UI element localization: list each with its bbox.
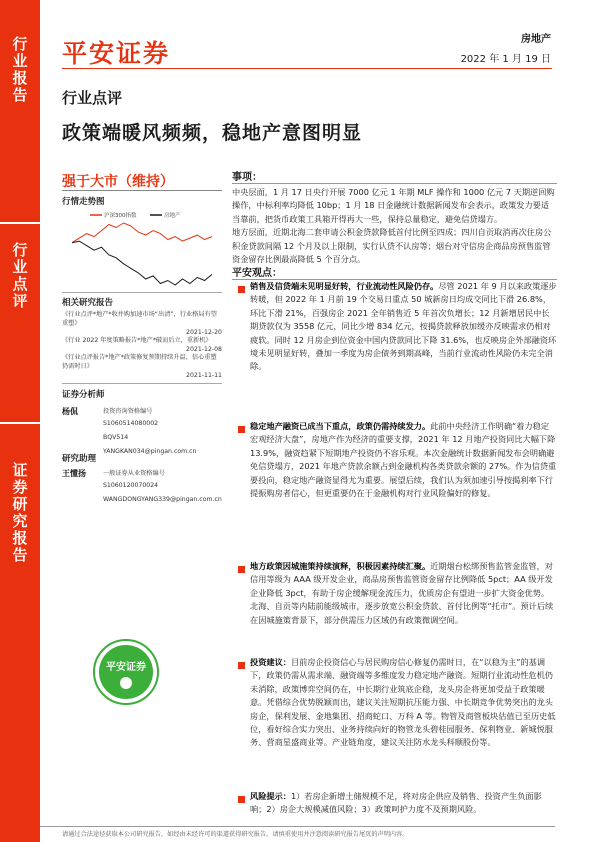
series-line-1 <box>72 241 212 285</box>
sidebar-divider <box>0 422 40 424</box>
view-item <box>250 280 557 374</box>
assistant-name: 王懂扬 <box>62 469 86 478</box>
sidebar-label-securities-research: 证 券 研 究 报 告 <box>12 461 28 564</box>
view-item-heading: 稳定地产融资已成当下重点，政策仍需持续发力。 <box>250 421 431 431</box>
view-item-heading: 投资建议： <box>250 657 291 667</box>
bullet-marker <box>238 426 245 433</box>
section-divider <box>62 292 222 293</box>
view-item-text: 目前房企投资信心与居民购房信心修复仍需时日，在“以稳为主”的基调下，政策仍需从需求端、融资端等多维度发力稳定地产融资。短期行业流动性危机仍未消除，政策博弈空间仍在，中长期行业筑底企稳，龙头房企将更加受益于政策暖意。凭借综合优势脱颖而出，建议关注短期抗压能力强、中长期竞争优势突出的龙头房企，保利发展、金地集团、招商蛇口、万科 A 等。物管及商管板块估值已至历史低位，看好综合实力突出、业务持续向好的物管龙头碧桂园服务、保利物业、新城悦服务、营商星盛商业等。产业链角度，建议关注防水龙头科顺股份等。 <box>250 657 556 748</box>
industry-label: 房地产 <box>521 34 551 45</box>
trend-chart <box>62 207 220 289</box>
section-divider <box>62 383 222 384</box>
sidebar-label-industry-report: 行 业 报 告 <box>12 35 28 104</box>
analyst-name: 杨侃 <box>62 407 78 416</box>
related-report-text: 《行业点评报告*地产*政策修复预期持续升温，信心重塑仍需时日》 <box>62 354 217 370</box>
view-item-heading: 销售及信贷端未见明显好转，行业流动性风险仍存。 <box>250 281 439 291</box>
views-title: 平安观点： <box>232 268 282 279</box>
company-logo: 平安证券 <box>62 39 171 68</box>
report-date: 2022 年 1 月 19 日 <box>460 54 551 65</box>
assistant-block <box>62 468 227 508</box>
assistant-title: 研究助理 <box>62 454 97 464</box>
related-report-item <box>62 336 222 354</box>
trend-chart-title: 行情走势图 <box>62 197 105 207</box>
sidebar-divider <box>0 222 40 224</box>
analysts-title: 证券分析师 <box>62 390 105 400</box>
assistant-info: S1060120070024 <box>103 482 159 489</box>
footer-disclaimer: 请通过合法途径获取本公司研究报告，如经由未经许可的渠道获得研究报告，请慎重使用并注意阅读研究报告尾页的声明内容。 <box>62 831 409 838</box>
sidebar <box>0 0 40 842</box>
view-item-text: 1）若房企新增土储规模不足，将对房企供应及销售、投资产生负面影响；2）房企大规模减值风险；3）政策呵护力度不及预期风险。 <box>250 791 542 815</box>
header-divider <box>62 68 552 69</box>
related-report-date: 2021-12-20 <box>186 329 222 336</box>
assistant-email: WANGDONGYANG339@pingan.com.cn <box>103 496 222 503</box>
related-report-text: 《行业 2022 年度策略报告*地产*破而后立，重新机》 <box>62 337 212 344</box>
view-item-text: 尽管 2021 年 9 月以来政策逐步转暖，但 2022 年 1 月前 19 个交易日重点 50 城新房日均成交同比下滑 26.8%，环比下滑 21%，百强房企 2021 全年销售近 5 年首次负增长；12 月新增居民中长期贷款仅为 3558 亿元，同比少增 834 亿元，按揭贷款释放加缓亦反映需求仍相对疲软。同时 12 月房企到位资金中国内贷款同比下降 31.6%，也反映房企外部融资环境未见明显好转，叠加一季度为房企债务到期高峰，当前行业流动性风险仍未完全消除。 <box>250 281 557 372</box>
related-reports-title: 相关研究报告 <box>62 298 114 308</box>
bullet-marker <box>238 796 245 803</box>
sidebar-label-comment: 行 业 点 评 <box>12 241 28 310</box>
view-item <box>250 790 557 817</box>
view-item-heading: 地方政策因城施策持续演释，积极因素持续汇聚。 <box>250 561 431 571</box>
analyst-email: YANGKAN034@pingan.com.cn <box>103 448 197 455</box>
events-divider <box>232 183 557 184</box>
legend-label-realestate: 房地产 <box>164 213 181 219</box>
footer-divider <box>40 826 555 827</box>
events-title: 事项： <box>232 172 262 183</box>
events-paragraph: 地方层面，近期北海二套申请公积金贷款降低首付比例至四成；四川自贡取消再次住房公积金贷款间隔 12 个月及以上限制，实行认贷不认房等；烟台对守信房企商品房预售监管资金留存比例最高降低 5 个百分点。 <box>232 227 552 265</box>
view-item-text: 近期烟台松绑预售监管金监管，对信用等级为 AAA 级开发企业，商品房预售监管资金留存比例降低 5pct；AA 级开发企业降低 3pct，有助于房企缓解现金流压力，优质房企有望进一步扩大资金优势。北海、自贡等内陆前能级城市，逐步放宽公积金贷款、首付比例等“托市”。预计后续在因城施策背景下，部分供需压力区域仍有政策微调空间。 <box>250 561 554 625</box>
view-item <box>250 560 557 627</box>
page-title: 政策端暖风频频，稳地产意图明显 <box>62 122 363 144</box>
related-report-item <box>62 353 222 380</box>
events-body <box>232 186 557 266</box>
analyst-info: S1060514080002 <box>103 420 159 427</box>
view-item <box>250 420 557 500</box>
view-item-text: 此前中央经济工作明确“着力稳定宏观经济大盘”，房地产作为经济的重要支撑，2021 年 12 月地产投资同比大幅下降 13.9%，融资趋紧下短期地产投资仍不容乐观。本次金融统计数据新闻发布会明确避免信贷塌方，2021 年地产贷款余额占到金融机构各类贷款余额的 27%。作为信贷重要投向，稳定地产融资显得尤为重要。展望后续，我们认为须加速引导按揭利率下行提振购房者信心，但更重要仍在于金融机构对行业风险偏好的修复。 <box>250 421 557 499</box>
view-item <box>250 656 557 750</box>
legend-label-hs300: 沪深300指数 <box>104 213 137 219</box>
related-report-item <box>62 310 222 337</box>
related-report-text: 《行业点评*地产*收并购加速市场“出清”，行业格局有望重塑》 <box>62 311 217 327</box>
bullet-marker <box>238 566 245 573</box>
analyst-block <box>62 406 227 456</box>
assistant-info: 一般证券从业资格编号 <box>103 470 165 477</box>
analyst-info: 投资咨询资格编号 <box>103 408 153 415</box>
events-paragraph: 中央层面，1 月 17 日央行开展 7000 亿元 1 年期 MLF 操作和 1000 亿元 7 天期逆回购操作，中标利率均降低 10bp；1 月 18 日金融统计数据新闻发布会表示，政策发力要适当靠前，把货币政策工具箱开得再大一些，保持总量稳定，避免信贷塌方。 <box>232 187 555 224</box>
related-report-date: 2021-12-08 <box>186 346 222 353</box>
series-line-0 <box>72 223 212 243</box>
bullet-marker <box>238 662 245 669</box>
rating-divider <box>62 190 222 191</box>
rating: 强于大市（维持） <box>62 174 174 190</box>
bullet-marker <box>238 286 245 293</box>
trend-chart-svg <box>62 207 220 289</box>
stamp-text: 平安证券 <box>106 662 146 673</box>
stamp-graphic <box>92 638 160 706</box>
company-stamp <box>92 638 160 706</box>
view-item-heading: 风险提示： <box>250 791 291 801</box>
report-type: 行业点评 <box>62 89 123 107</box>
related-report-date: 2021-11-11 <box>186 372 222 379</box>
analyst-info: BQV514 <box>103 434 129 441</box>
